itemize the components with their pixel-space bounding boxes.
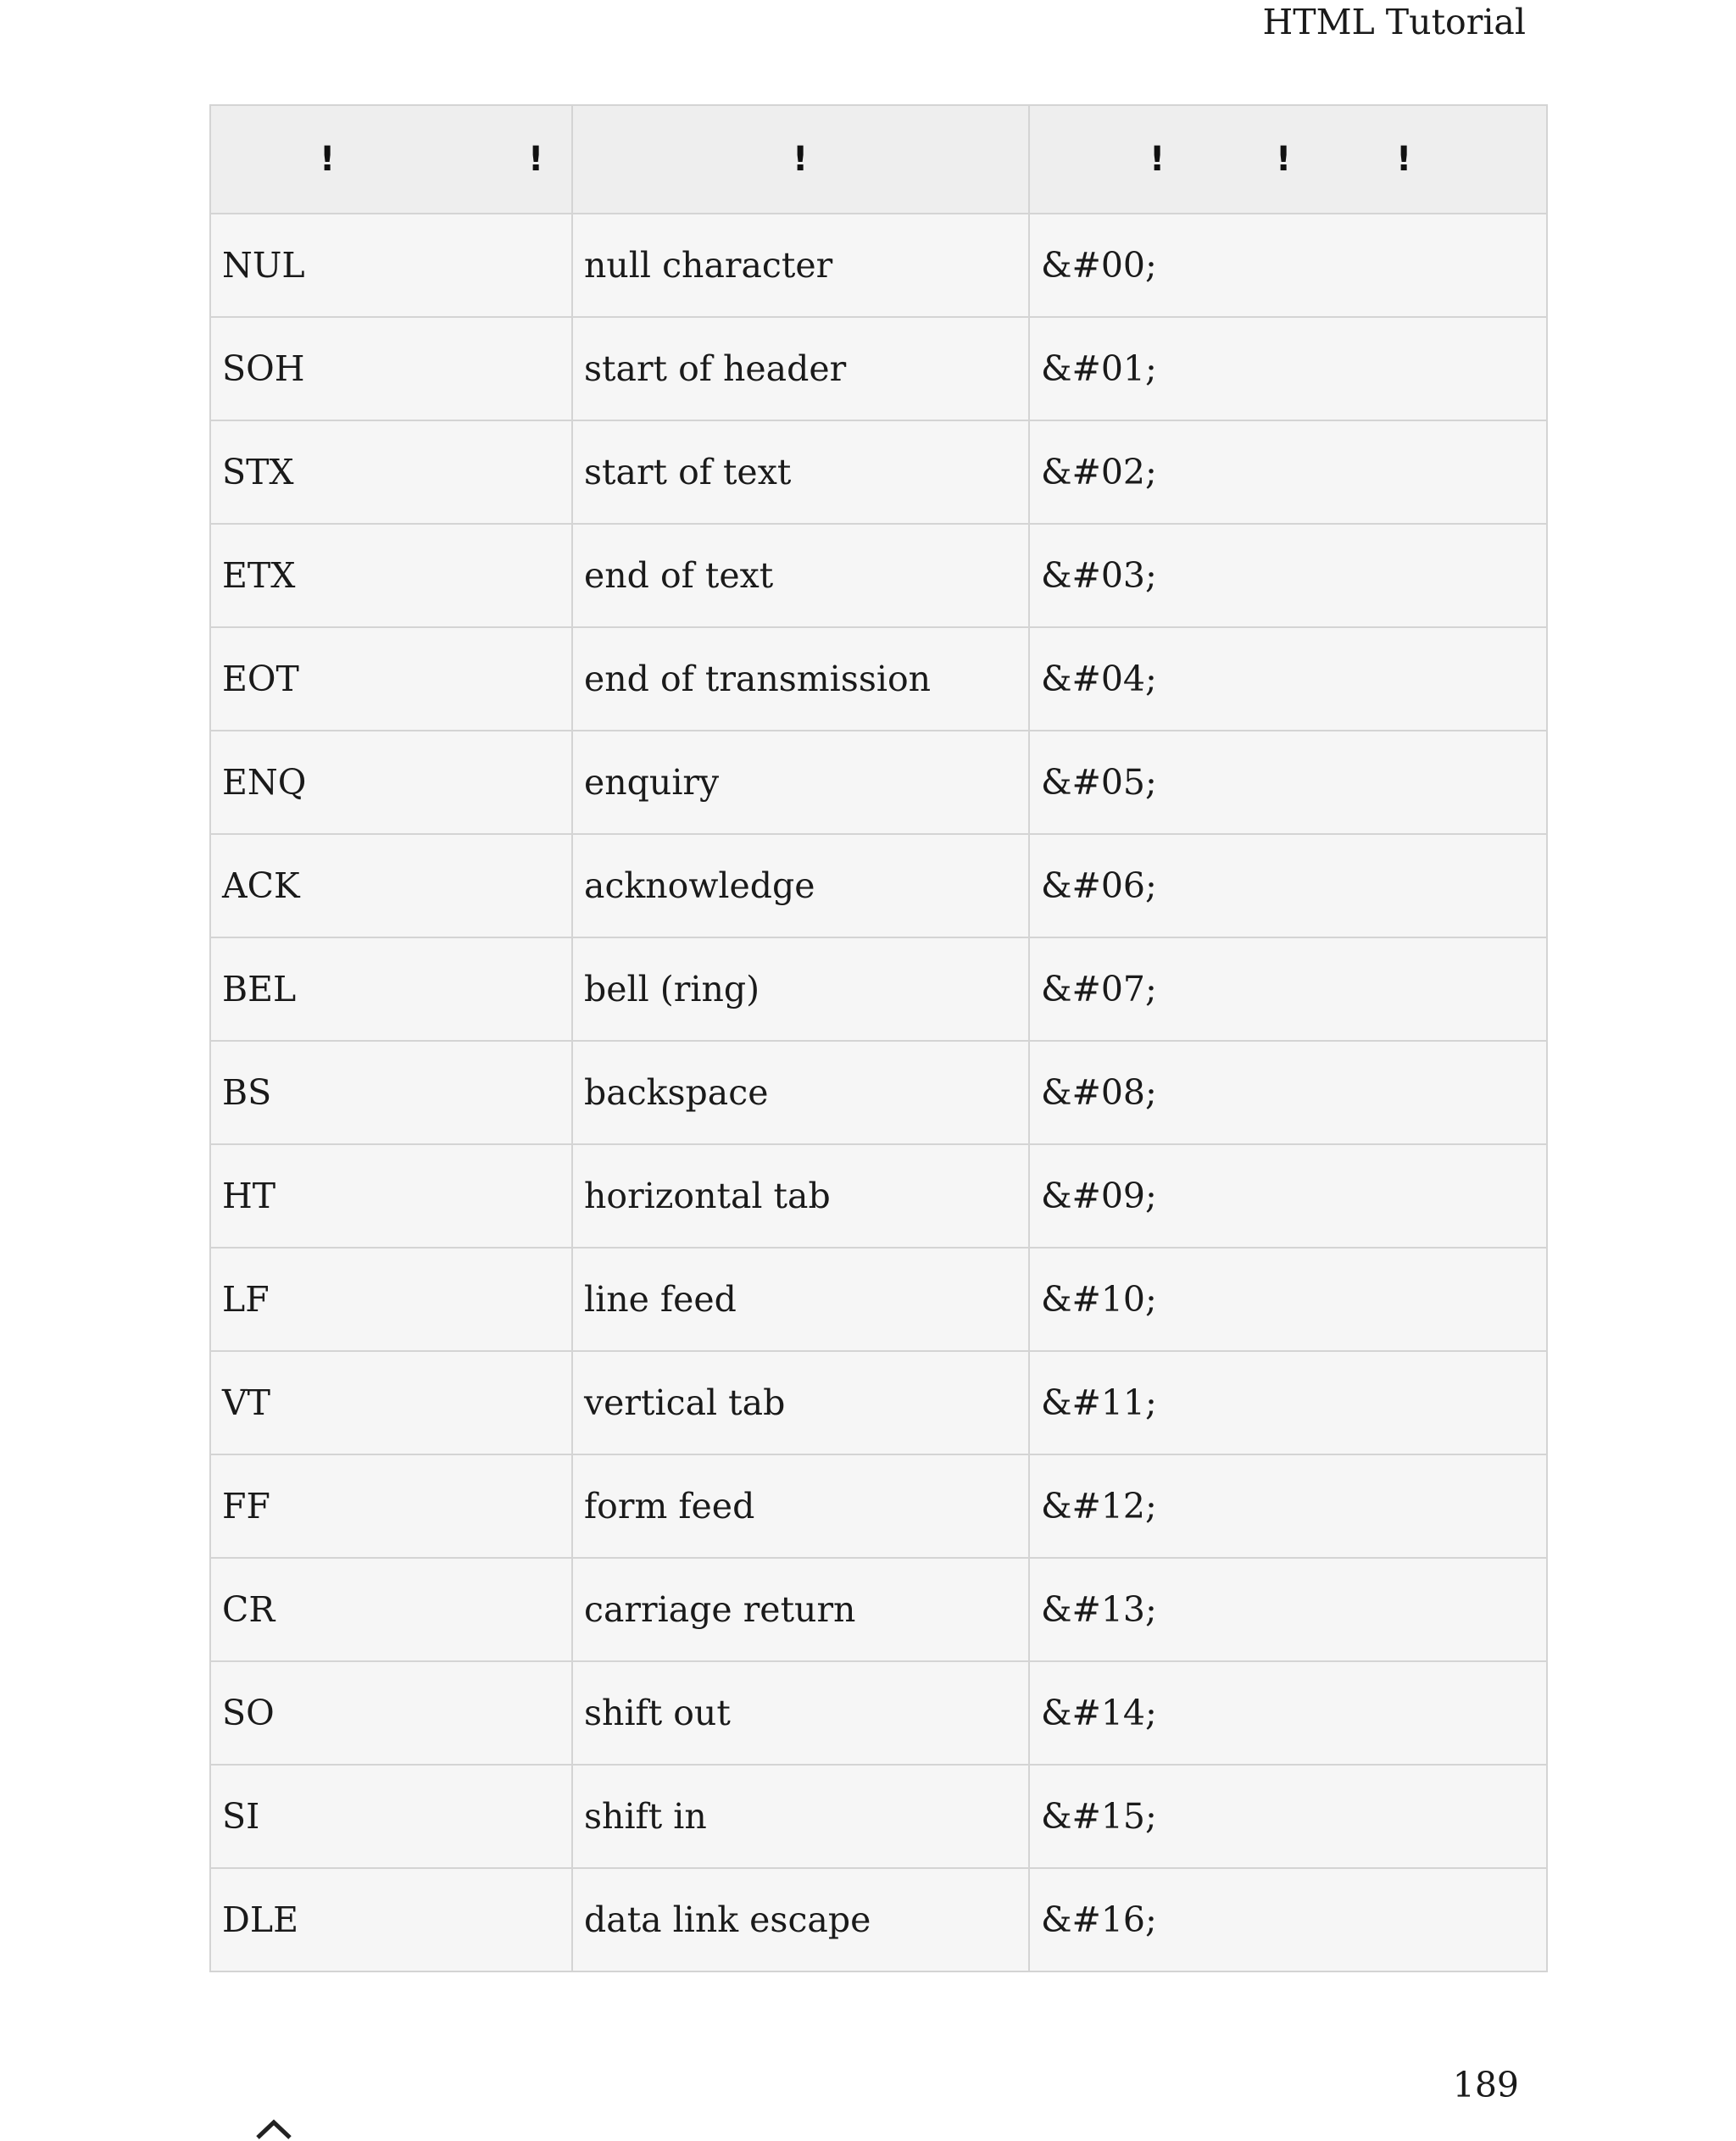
header-cell-3: [1029, 105, 1547, 214]
description-cell: data link escape: [572, 1868, 1029, 1971]
description-cell: backspace: [572, 1041, 1029, 1144]
code-cell: ENQ: [210, 731, 572, 834]
table-row: [210, 1248, 1547, 1351]
description-cell: enquiry: [572, 731, 1029, 834]
header-mark: !: [528, 140, 544, 179]
header-mark: !: [1149, 140, 1166, 179]
ascii-control-table: [209, 104, 1546, 1972]
entity-cell: &#03;: [1029, 524, 1547, 627]
description-cell: null character: [572, 214, 1029, 317]
description-cell: carriage return: [572, 1558, 1029, 1661]
table-row: [210, 420, 1547, 524]
header-mark: !: [1396, 140, 1412, 179]
entity-cell: &#02;: [1029, 420, 1547, 524]
code-cell: CR: [210, 1558, 572, 1661]
description-cell: line feed: [572, 1248, 1029, 1351]
code-cell: STX: [210, 420, 572, 524]
table-row: [210, 317, 1547, 420]
description-cell: shift in: [572, 1765, 1029, 1868]
entity-cell: &#10;: [1029, 1248, 1547, 1351]
table-row: [210, 1144, 1547, 1248]
entity-cell: &#12;: [1029, 1454, 1547, 1558]
table: [209, 104, 1548, 1972]
table-row: [210, 524, 1547, 627]
description-cell: start of header: [572, 317, 1029, 420]
entity-cell: &#13;: [1029, 1558, 1547, 1661]
entity-cell: &#04;: [1029, 627, 1547, 731]
description-cell: end of text: [572, 524, 1029, 627]
entity-cell: &#14;: [1029, 1661, 1547, 1765]
description-cell: bell (ring): [572, 937, 1029, 1041]
code-cell: LF: [210, 1248, 572, 1351]
code-cell: EOT: [210, 627, 572, 731]
entity-cell: &#06;: [1029, 834, 1547, 937]
header-mark: !: [793, 140, 809, 179]
table-row: [210, 627, 1547, 731]
table-row: [210, 1558, 1547, 1661]
description-cell: start of text: [572, 420, 1029, 524]
code-cell: SI: [210, 1765, 572, 1868]
entity-cell: &#00;: [1029, 214, 1547, 317]
code-cell: SO: [210, 1661, 572, 1765]
chevron-up-icon: [254, 2116, 293, 2141]
code-cell: HT: [210, 1144, 572, 1248]
table-row: [210, 834, 1547, 937]
code-cell: FF: [210, 1454, 572, 1558]
table-row: [210, 1351, 1547, 1454]
entity-cell: &#09;: [1029, 1144, 1547, 1248]
entity-cell: &#08;: [1029, 1041, 1547, 1144]
running-title: HTML Tutorial: [1262, 2, 1526, 42]
header-mark: !: [320, 140, 336, 179]
header-mark: !: [1276, 140, 1292, 179]
table-body: [210, 214, 1547, 1971]
code-cell: ETX: [210, 524, 572, 627]
table-row: [210, 731, 1547, 834]
table-row: [210, 1454, 1547, 1558]
code-cell: NUL: [210, 214, 572, 317]
page-number: 189: [1452, 2065, 1519, 2105]
description-cell: shift out: [572, 1661, 1029, 1765]
code-cell: VT: [210, 1351, 572, 1454]
header-row: [210, 105, 1547, 214]
header-cell-1: [210, 105, 572, 214]
code-cell: BEL: [210, 937, 572, 1041]
entity-cell: &#07;: [1029, 937, 1547, 1041]
entity-cell: &#05;: [1029, 731, 1547, 834]
table-row: [210, 1765, 1547, 1868]
table-row: [210, 1661, 1547, 1765]
table-row: [210, 1041, 1547, 1144]
description-cell: acknowledge: [572, 834, 1029, 937]
code-cell: ACK: [210, 834, 572, 937]
description-cell: horizontal tab: [572, 1144, 1029, 1248]
description-cell: form feed: [572, 1454, 1029, 1558]
entity-cell: &#01;: [1029, 317, 1547, 420]
header-cell-2: [572, 105, 1029, 214]
entity-cell: &#16;: [1029, 1868, 1547, 1971]
table-header: [210, 105, 1547, 214]
table-row: [210, 1868, 1547, 1971]
entity-cell: &#11;: [1029, 1351, 1547, 1454]
entity-cell: &#15;: [1029, 1765, 1547, 1868]
table-row: [210, 214, 1547, 317]
table-row: [210, 937, 1547, 1041]
code-cell: DLE: [210, 1868, 572, 1971]
code-cell: SOH: [210, 317, 572, 420]
description-cell: vertical tab: [572, 1351, 1029, 1454]
code-cell: BS: [210, 1041, 572, 1144]
description-cell: end of transmission: [572, 627, 1029, 731]
